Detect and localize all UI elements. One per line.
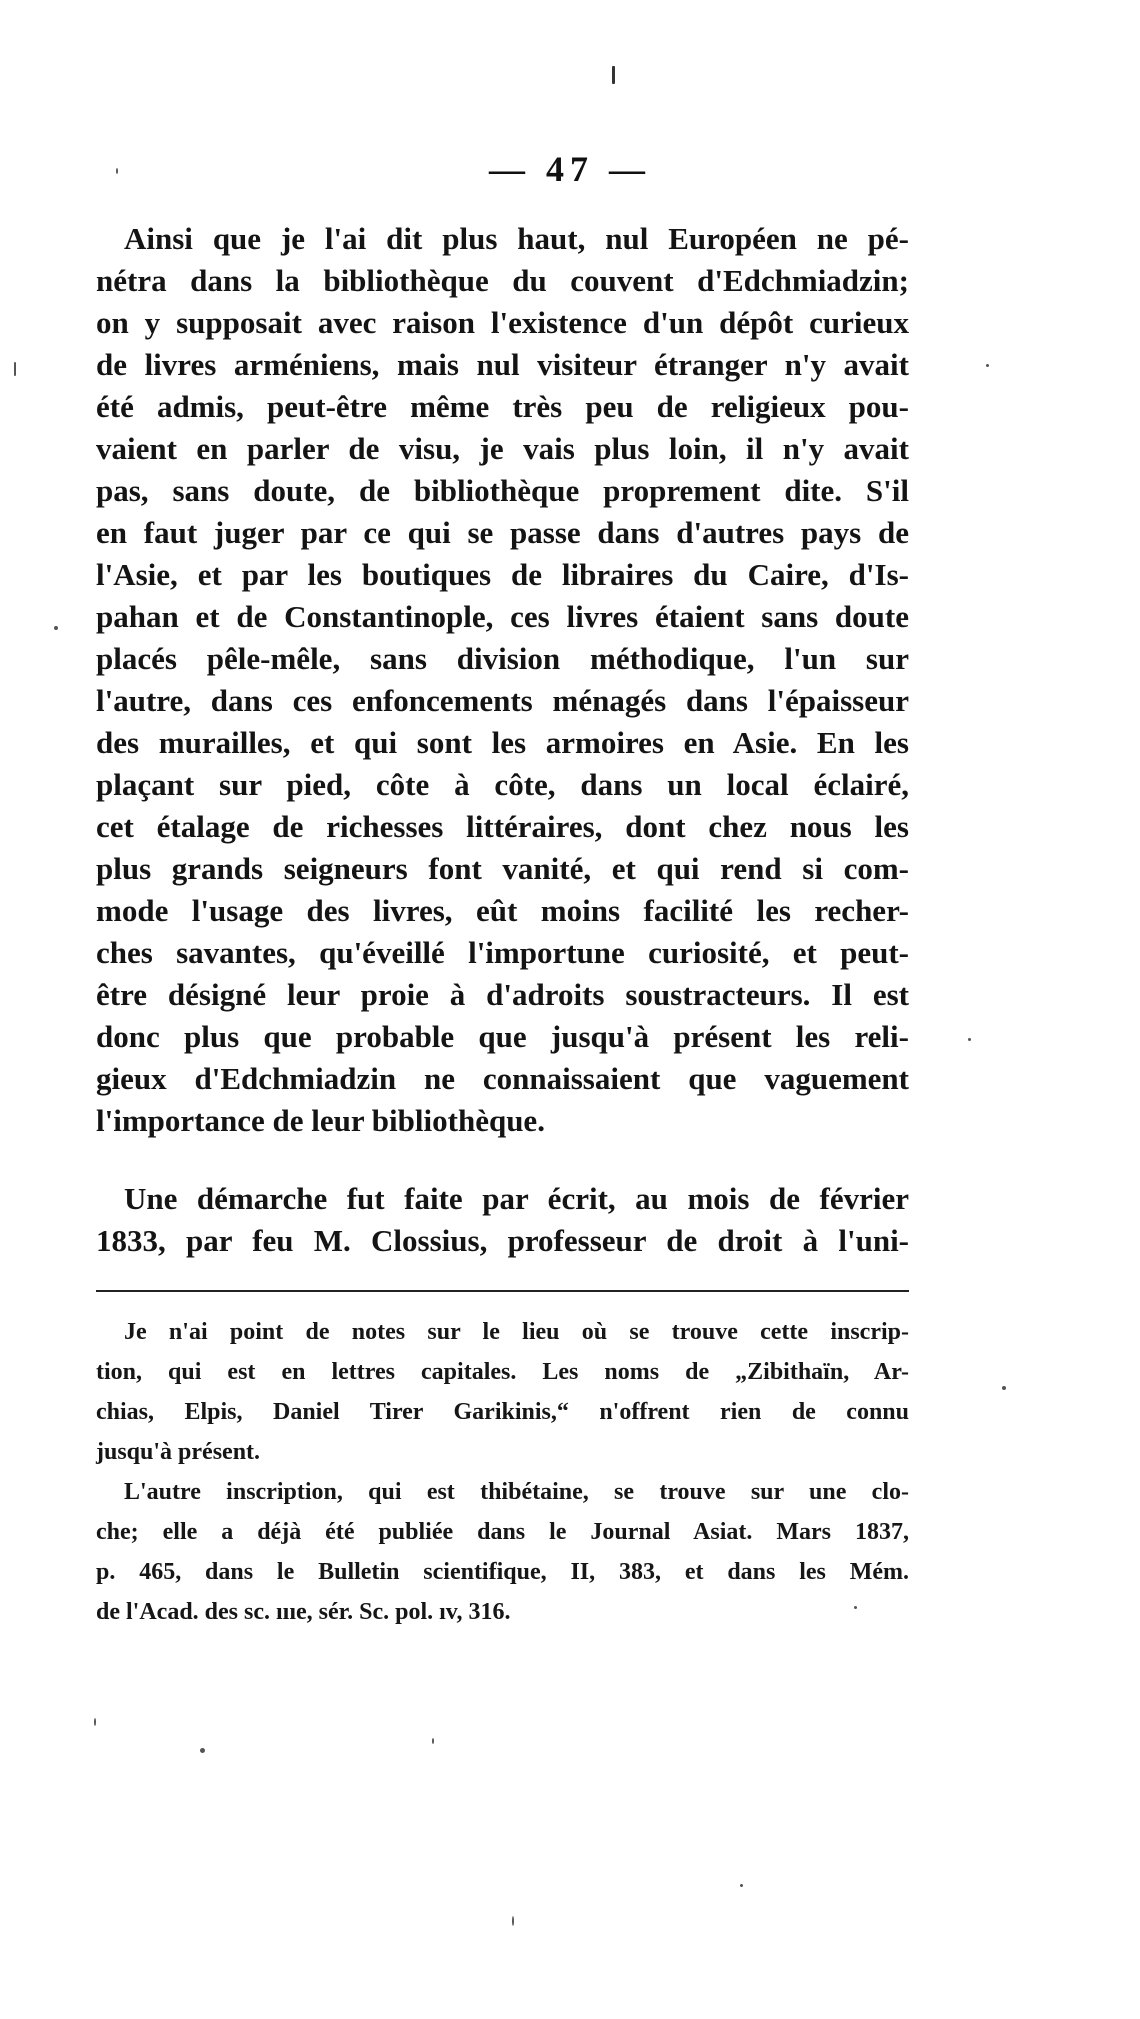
scan-speck (432, 1738, 434, 1744)
text-line: mode l'usage des livres, eût moins facilité les recher- (96, 893, 909, 928)
footnote-2 (96, 1472, 909, 1632)
paragraph-2 (96, 1178, 909, 1262)
text-line: placés pêle-mêle, sans division méthodique, l'un sur (96, 641, 909, 676)
footnote-1 (96, 1312, 909, 1472)
text-line: en faut juger par ce qui se passe dans d'autres pays de (96, 515, 909, 550)
text-line: ches savantes, qu'éveillé l'importune curiosité, et peut- (96, 935, 909, 970)
footnote-line: de l'Acad. des sc. ıııe, sér. Sc. pol. ıv, 316. (96, 1599, 511, 1625)
text-line: de livres arméniens, mais nul visiteur étranger n'y avait (96, 347, 909, 382)
scan-speck (968, 1038, 971, 1041)
text-line: nétra dans la bibliothèque du couvent d'Edchmiadzin; (96, 263, 909, 298)
text-line: Une démarche fut faite par écrit, au mois de février (124, 1181, 909, 1216)
footnote-line: p. 465, dans le Bulletin scientifique, II, 383, et dans les Mém. (96, 1559, 909, 1585)
footnote-line: Je n'ai point de notes sur le lieu où se trouve cette inscrip- (124, 1319, 909, 1345)
scan-speck (1002, 1386, 1006, 1390)
text-line: plaçant sur pied, côte à côte, dans un local éclairé, (96, 767, 909, 802)
text-line: vaient en parler de visu, je vais plus loin, il n'y avait (96, 431, 909, 466)
footnote-separator-rule (96, 1290, 909, 1292)
scan-speck (612, 66, 615, 84)
scan-speck (200, 1748, 205, 1753)
scan-speck (740, 1884, 743, 1887)
text-line: donc plus que probable que jusqu'à présent les reli- (96, 1019, 909, 1054)
text-line: l'autre, dans ces enfoncements ménagés dans l'épaisseur (96, 683, 909, 718)
scan-speck (54, 626, 58, 630)
text-line: être désigné leur proie à d'adroits soustracteurs. Il est (96, 977, 909, 1012)
footnote-line: che; elle a déjà été publiée dans le Journal Asiat. Mars 1837, (96, 1519, 909, 1545)
scan-speck (94, 1718, 96, 1726)
text-line: Ainsi que je l'ai dit plus haut, nul Européen ne pé- (124, 221, 909, 256)
footnote-line: jusqu'à présent. (96, 1439, 261, 1465)
scan-speck (854, 1606, 857, 1609)
scan-speck (14, 362, 16, 376)
page-number: — 47 — (489, 149, 651, 189)
text-line: l'Asie, et par les boutiques de libraires du Caire, d'Is- (96, 557, 909, 592)
text-line: on y supposait avec raison l'existence d'un dépôt curieux (96, 305, 909, 340)
scan-speck (986, 364, 989, 367)
text-line: pahan et de Constantinople, ces livres étaient sans doute (96, 599, 909, 634)
text-line: l'importance de leur bibliothèque. (96, 1103, 545, 1138)
text-line: pas, sans doute, de bibliothèque proprement dite. S'il (96, 473, 909, 508)
footnote-line: L'autre inscription, qui est thibétaine, se trouve sur une clo- (124, 1479, 909, 1505)
text-line: 1833, par feu M. Clossius, professeur de droit à l'uni- (96, 1223, 909, 1258)
text-line: des murailles, et qui sont les armoires en Asie. En les (96, 725, 909, 760)
footnote-line: tion, qui est en lettres capitales. Les noms de „Zibithaïn, Ar- (96, 1359, 909, 1385)
footnote-line: chias, Elpis, Daniel Tirer Garikinis,“ n'offrent rien de connu (96, 1399, 909, 1425)
scan-speck (512, 1916, 514, 1926)
text-line: gieux d'Edchmiadzin ne connaissaient que vaguement (96, 1061, 909, 1096)
scan-speck (116, 168, 118, 174)
text-line: plus grands seigneurs font vanité, et qui rend si com- (96, 851, 909, 886)
text-line: été admis, peut-être même très peu de religieux pou- (96, 389, 909, 424)
text-line: cet étalage de richesses littéraires, dont chez nous les (96, 809, 909, 844)
paragraph-1 (96, 218, 909, 1142)
